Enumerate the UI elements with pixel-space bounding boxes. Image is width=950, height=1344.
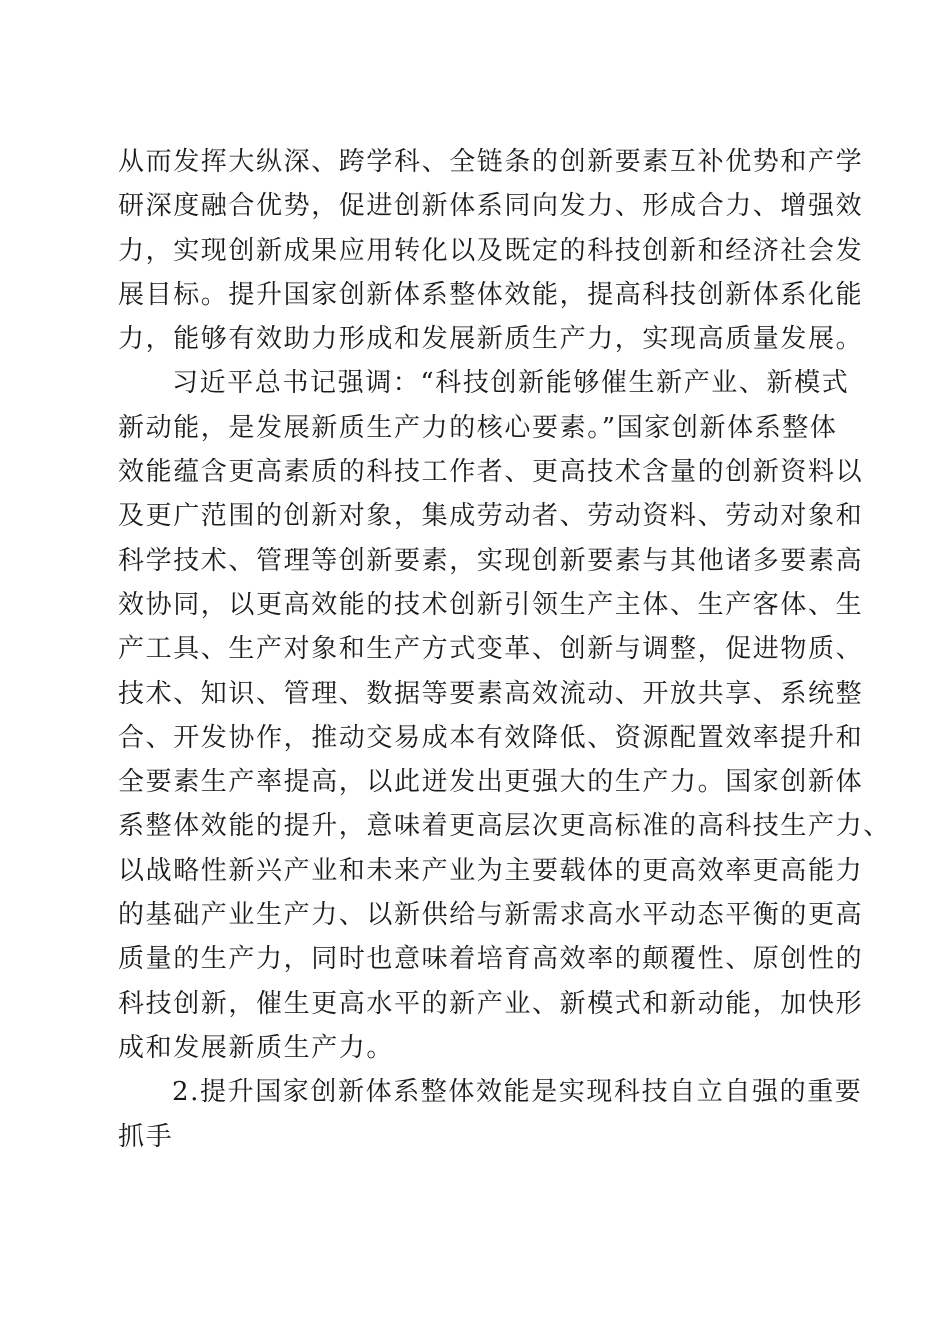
- text-line: 以战略性新兴产业和未来产业为主要载体的更高效率更高能力: [118, 855, 864, 886]
- text-line: 技术、知识、管理、数据等要素高效流动、开放共享、系统整: [118, 678, 864, 709]
- text-line: 习近平总书记强调：“科技创新能够催生新产业、新模式: [172, 368, 850, 399]
- text-line: 产工具、生产对象和生产方式变革、创新与调整，促进物质、: [118, 634, 864, 665]
- paragraph-quote: [118, 361, 891, 1070]
- text-line: 科技创新，催生更高水平的新产业、新模式和新动能，加快形: [118, 988, 864, 1019]
- text-line: 力，实现创新成果应用转化以及既定的科技创新和经济社会发: [118, 235, 864, 266]
- heading-line: 抓手: [118, 1121, 174, 1152]
- text-line: 及更广范围的创新对象，集成劳动者、劳动资料、劳动对象和: [118, 501, 864, 532]
- text-line: 的基础产业生产力、以新供给与新需求高水平动态平衡的更高: [118, 900, 864, 931]
- text-line: 全要素生产率提高，以此迸发出更强大的生产力。国家创新体: [118, 767, 864, 798]
- text-line: 科学技术、管理等创新要素，实现创新要素与其他诸多要素高: [118, 545, 864, 576]
- document-body: [118, 140, 891, 1159]
- text-line: 展目标。提升国家创新体系整体效能，提高科技创新体系化能: [118, 279, 864, 310]
- heading-line: 2.提升国家创新体系整体效能是实现科技自立自强的重要: [172, 1077, 863, 1108]
- text-line: 研深度融合优势，促进创新体系同向发力、形成合力、增强效: [118, 191, 864, 222]
- text-line: 力，能够有效助力形成和发展新质生产力，实现高质量发展。: [118, 324, 864, 355]
- text-line: 效能蕴含更高素质的科技工作者、更高技术含量的创新资料以: [118, 457, 864, 488]
- paragraph-continuation: [118, 140, 864, 361]
- text-line: 效协同，以更高效能的技术创新引领生产主体、生产客体、生: [118, 589, 864, 620]
- text-line: 质量的生产力，同时也意味着培育高效率的颠覆性、原创性的: [118, 944, 864, 975]
- text-line: 从而发挥大纵深、跨学科、全链条的创新要素互补优势和产学: [118, 147, 864, 177]
- text-line: 成和发展新质生产力。: [118, 1032, 395, 1063]
- text-line: 合、开发协作，推动交易成本有效降低、资源配置效率提升和: [118, 722, 864, 753]
- text-line: 系整体效能的提升，意味着更高层次更高标准的高科技生产力、: [118, 811, 891, 842]
- text-line: 新动能，是发展新质生产力的核心要素。”国家创新体系整体: [118, 412, 838, 443]
- section-heading: [118, 1070, 863, 1159]
